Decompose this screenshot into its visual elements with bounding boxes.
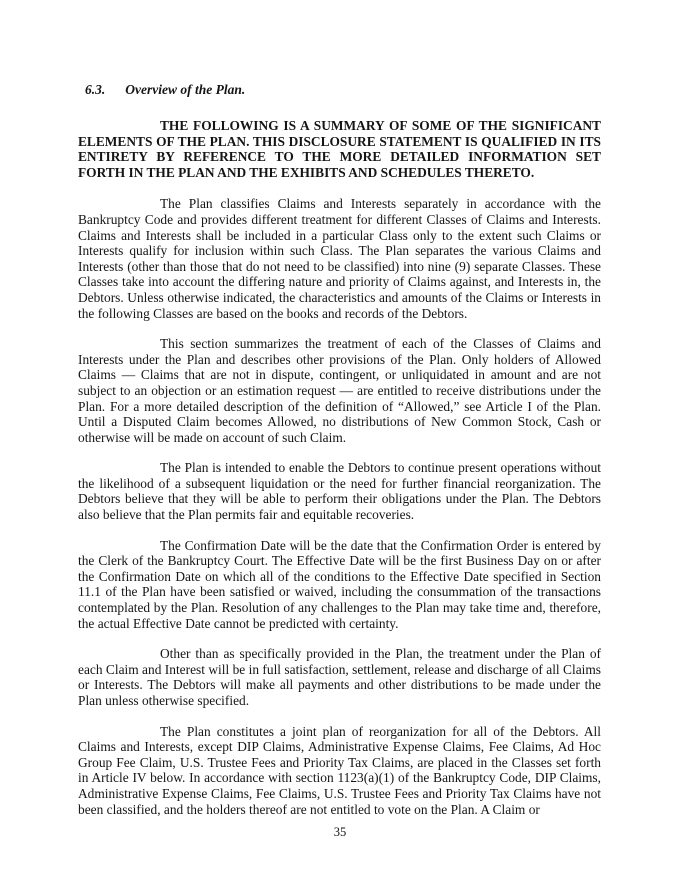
page-number: 35: [333, 825, 347, 839]
paragraph: The Confirmation Date will be the date that the Confirmation Order is entered by the Clerk of the Bankruptcy Court. The Effective Date will be the first Business Day on or after the Confirmation Date on which all of the conditions to the Effective Date specified in Section 11.1 of the Plan have been satisfied or waived, including the consummation of the transactions contemplated by the Plan. Resolution of any challenges to the Plan may take time and, therefore, the actual Effective Date cannot be predicted with certainty.: [78, 537, 601, 631]
summary-paragraph: THE FOLLOWING IS A SUMMARY OF SOME OF THE SIGNIFICANT ELEMENTS OF THE PLAN. THIS DISCLOSURE STATEMENT IS QUALIFIED IN ITS ENTIRETY BY REFERENCE TO THE MORE DETAILED INFORMATION SET FORTH IN THE PLAN AND THE EXHIBITS AND SCHEDULES THERETO.: [78, 118, 601, 180]
paragraph: The Plan classifies Claims and Interests separately in accordance with the Bankruptcy Code and provides different treatment for different Classes of Claims and Interests. Claims and Interests shall be included in a particular Class only to the extent such Claims or Interests qualify for inclusion within such Class. The Plan separates the various Claims and Interests (other than those that do not need to be classified) into nine (9) separate Classes. These Classes take into account the differing nature and priority of Claims against, and Interests in, the Debtors. Unless otherwise indicated, the characteristics and amounts of the Claims or Interests in the following Classes are based on the books and records of the Debtors.: [78, 196, 601, 321]
paragraph: The Plan is intended to enable the Debtors to continue present operations without the likelihood of a subsequent liquidation or the need for further financial reorganization. The Debtors believe that they will be able to perform their obligations under the Plan. The Debtors also believe that the Plan permits fair and equitable recoveries.: [78, 460, 601, 523]
section-title: Overview of the Plan.: [125, 82, 246, 97]
section-heading: [78, 82, 601, 98]
paragraph: This section summarizes the treatment of each of the Classes of Claims and Interests under the Plan and describes other provisions of the Plan. Only holders of Allowed Claims — Claims that are not in dispute, contingent, or unliquidated in amount and are not subject to an objection or an estimation request — are entitled to receive distributions under the Plan. For a more detailed description of the definition of “Allowed,” see Article I of the Plan. Until a Disputed Claim becomes Allowed, no distributions of New Common Stock, Cash or otherwise will be made on account of such Claim.: [78, 336, 601, 445]
paragraph: Other than as specifically provided in the Plan, the treatment under the Plan of each Claim and Interest will be in full satisfaction, settlement, release and discharge of all Claims or Interests. The Debtors will make all payments and other distributions to be made under the Plan unless otherwise specified.: [78, 646, 601, 708]
paragraph: The Plan constitutes a joint plan of reorganization for all of the Debtors. All Claims and Interests, except DIP Claims, Administrative Expense Claims, Fee Claims, Ad Hoc Group Fee Claim, U.S. Trustee Fees and Priority Tax Claims, are placed in the Classes set forth in Article IV below. In accordance with section 1123(a)(1) of the Bankruptcy Code, DIP Claims, Administrative Expense Claims, Fee Claims, U.S. Trustee Fees and Priority Tax Claims have not been classified, and the holders thereof are not entitled to vote on the Plan. A Claim or: [78, 723, 601, 817]
page-content: [78, 82, 601, 832]
section-number: 6.3.: [85, 82, 106, 97]
